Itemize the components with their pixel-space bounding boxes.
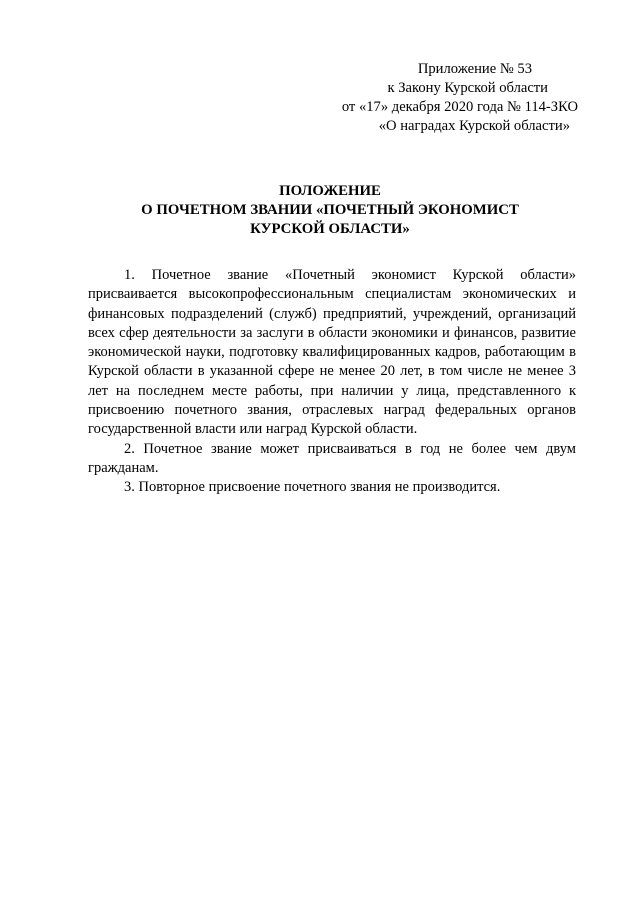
annex-number: Приложение № 53 bbox=[417, 61, 532, 77]
annex-law-reference: к Закону Курской области bbox=[387, 80, 548, 96]
annex-header bbox=[278, 60, 578, 136]
title-line-3: КУРСКОЙ ОБЛАСТИ» bbox=[250, 221, 410, 237]
annex-law-date: от «17» декабря 2020 года № 114-ЗКО bbox=[341, 99, 578, 115]
document-body bbox=[88, 266, 576, 498]
annex-law-title: «О наградах Курской области» bbox=[378, 118, 570, 134]
paragraph-2: 2. Почетное звание может присваиваться в год не более чем двум гражданам. bbox=[88, 440, 576, 476]
title-line-2: О ПОЧЕТНОМ ЗВАНИИ «ПОЧЕТНЫЙ ЭКОНОМИСТ bbox=[141, 202, 519, 218]
paragraph-1: 1. Почетное звание «Почетный экономист Курской области» присваивается высокопрофессиональным специалистам экономических и финансовых подразделений (служб) предприятий, учреждений, организаций всех сфер деятельности за заслуги в области экономики и финансов, развитие экономической науки, подготовку квалифицированных кадров, работающим в Курской области в указанной сфере не менее 20 лет, в том числе не менее 3 лет на последнем месте работы, при наличии у лица, представленного к присвоению почетного звания, отраслевых наград федеральных органов государственной власти или наград Курской области. bbox=[88, 267, 576, 438]
title-line-1: ПОЛОЖЕНИЕ bbox=[279, 183, 381, 199]
paragraph-3: 3. Повторное присвоение почетного звания не производится. bbox=[124, 479, 501, 496]
document-title bbox=[80, 182, 580, 239]
